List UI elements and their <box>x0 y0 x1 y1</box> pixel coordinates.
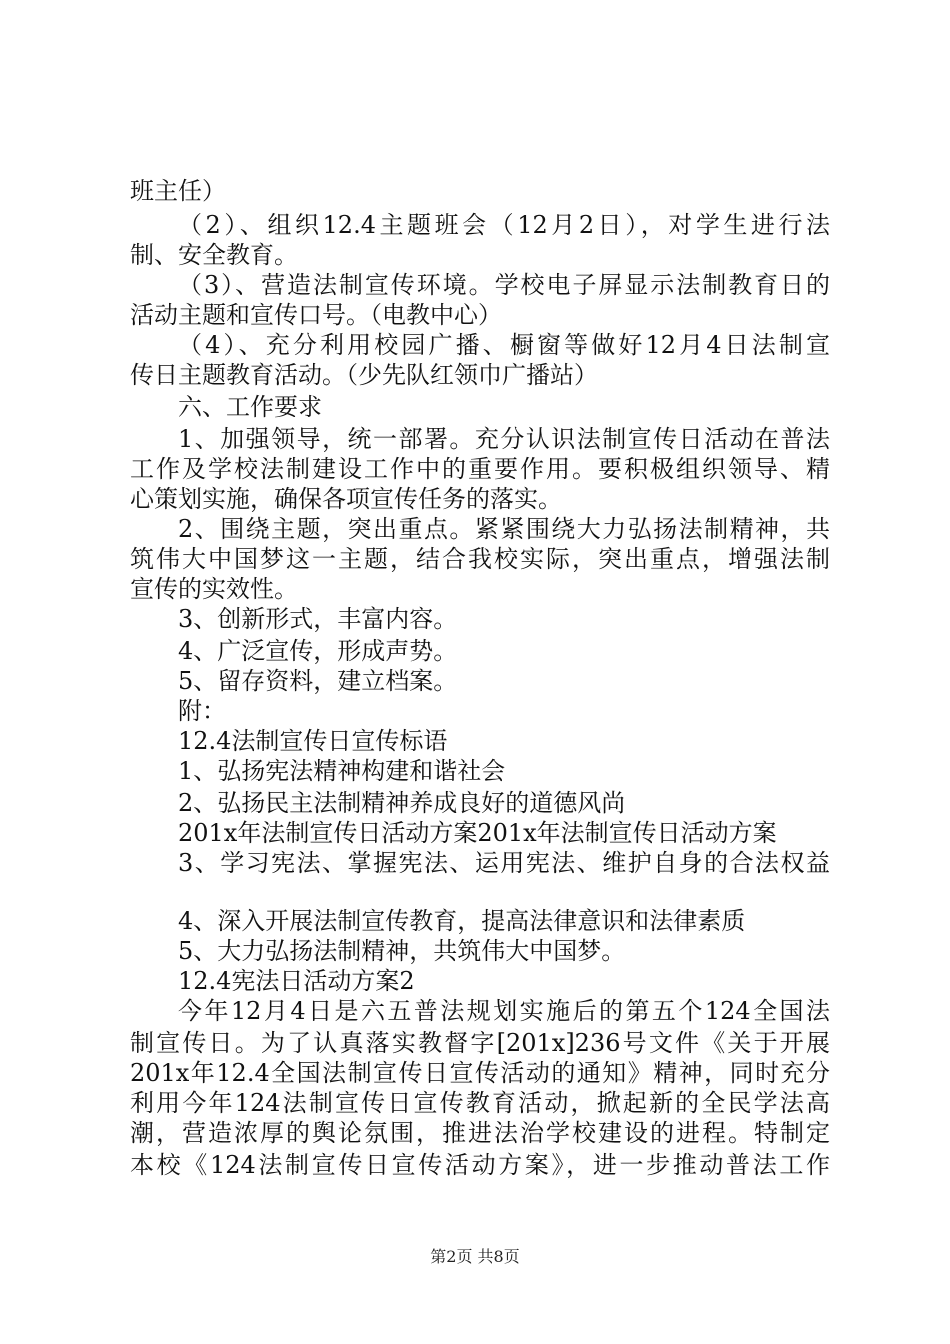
section-heading: 12.4宪法日活动方案2 <box>178 967 415 995</box>
text-line: 传日主题教育活动。（少先队红领巾广播站） <box>130 361 598 389</box>
text-line: 潮，营造浓厚的舆论氛围，推进法治学校建设的进程。特制定 <box>130 1119 830 1147</box>
text-line: （3）、营造法制宣传环境。学校电子屏显示法制教育日的 <box>178 271 830 299</box>
page-number-footer: 第2页 共8页 <box>430 1247 520 1266</box>
text-line: 班主任） <box>130 177 226 205</box>
list-item: 4、广泛宣传，形成声势。 <box>178 637 458 665</box>
list-item: 1、弘扬宪法精神构建和谐社会 <box>178 757 506 785</box>
text-line: 制、安全教育。 <box>130 241 298 269</box>
list-item: 4、深入开展法制宣传教育，提高法律意识和法律素质 <box>178 907 746 935</box>
text-line: 筑伟大中国梦这一主题，结合我校实际，突出重点，增强法制 <box>130 545 830 573</box>
text-line: 201x年法制宣传日活动方案201x年法制宣传日活动方案 <box>178 819 777 847</box>
text-line: 工作及学校法制建设工作中的重要作用。要积极组织领导、精 <box>130 455 830 483</box>
text-line: 活动主题和宣传口号。（电教中心） <box>130 301 502 329</box>
text-line: 心策划实施，确保各项宣传任务的落实。 <box>130 485 562 513</box>
text-line: 制宣传日。为了认真落实教督字[201x]236号文件《关于开展 <box>130 1029 830 1057</box>
list-item: 5、留存资料，建立档案。 <box>178 667 458 695</box>
text-line: 本校《124法制宣传日宣传活动方案》，进一步推动普法工作 <box>130 1151 830 1179</box>
list-item: 3、创新形式，丰富内容。 <box>178 605 458 633</box>
text-line: 1、加强领导，统一部署。充分认识法制宣传日活动在普法 <box>178 425 830 453</box>
text-line: 利用今年124法制宣传日宣传教育活动，掀起新的全民学法高 <box>130 1089 830 1117</box>
text-line: （2）、组织12.4主题班会（12月2日），对学生进行法 <box>178 211 830 239</box>
list-item: 5、大力弘扬法制精神，共筑伟大中国梦。 <box>178 937 626 965</box>
section-heading: 六、工作要求 <box>178 393 322 421</box>
list-item: 3、学习宪法、掌握宪法、运用宪法、维护自身的合法权益 <box>178 849 830 877</box>
text-line: 2、围绕主题，突出重点。紧紧围绕大力弘扬法制精神，共 <box>178 515 830 543</box>
text-line: 201x年12.4全国法制宣传日宣传活动的通知》精神，同时充分 <box>130 1059 830 1087</box>
appendix-label: 附： <box>178 697 226 725</box>
list-item: 2、弘扬民主法制精神养成良好的道德风尚 <box>178 789 626 817</box>
text-line: （4）、充分利用校园广播、橱窗等做好12月4日法制宣 <box>178 331 830 359</box>
slogan-heading: 12.4法制宣传日宣传标语 <box>178 727 448 755</box>
text-line: 今年12月4日是六五普法规划实施后的第五个124全国法 <box>178 997 830 1025</box>
text-line: 宣传的实效性。 <box>130 575 298 603</box>
